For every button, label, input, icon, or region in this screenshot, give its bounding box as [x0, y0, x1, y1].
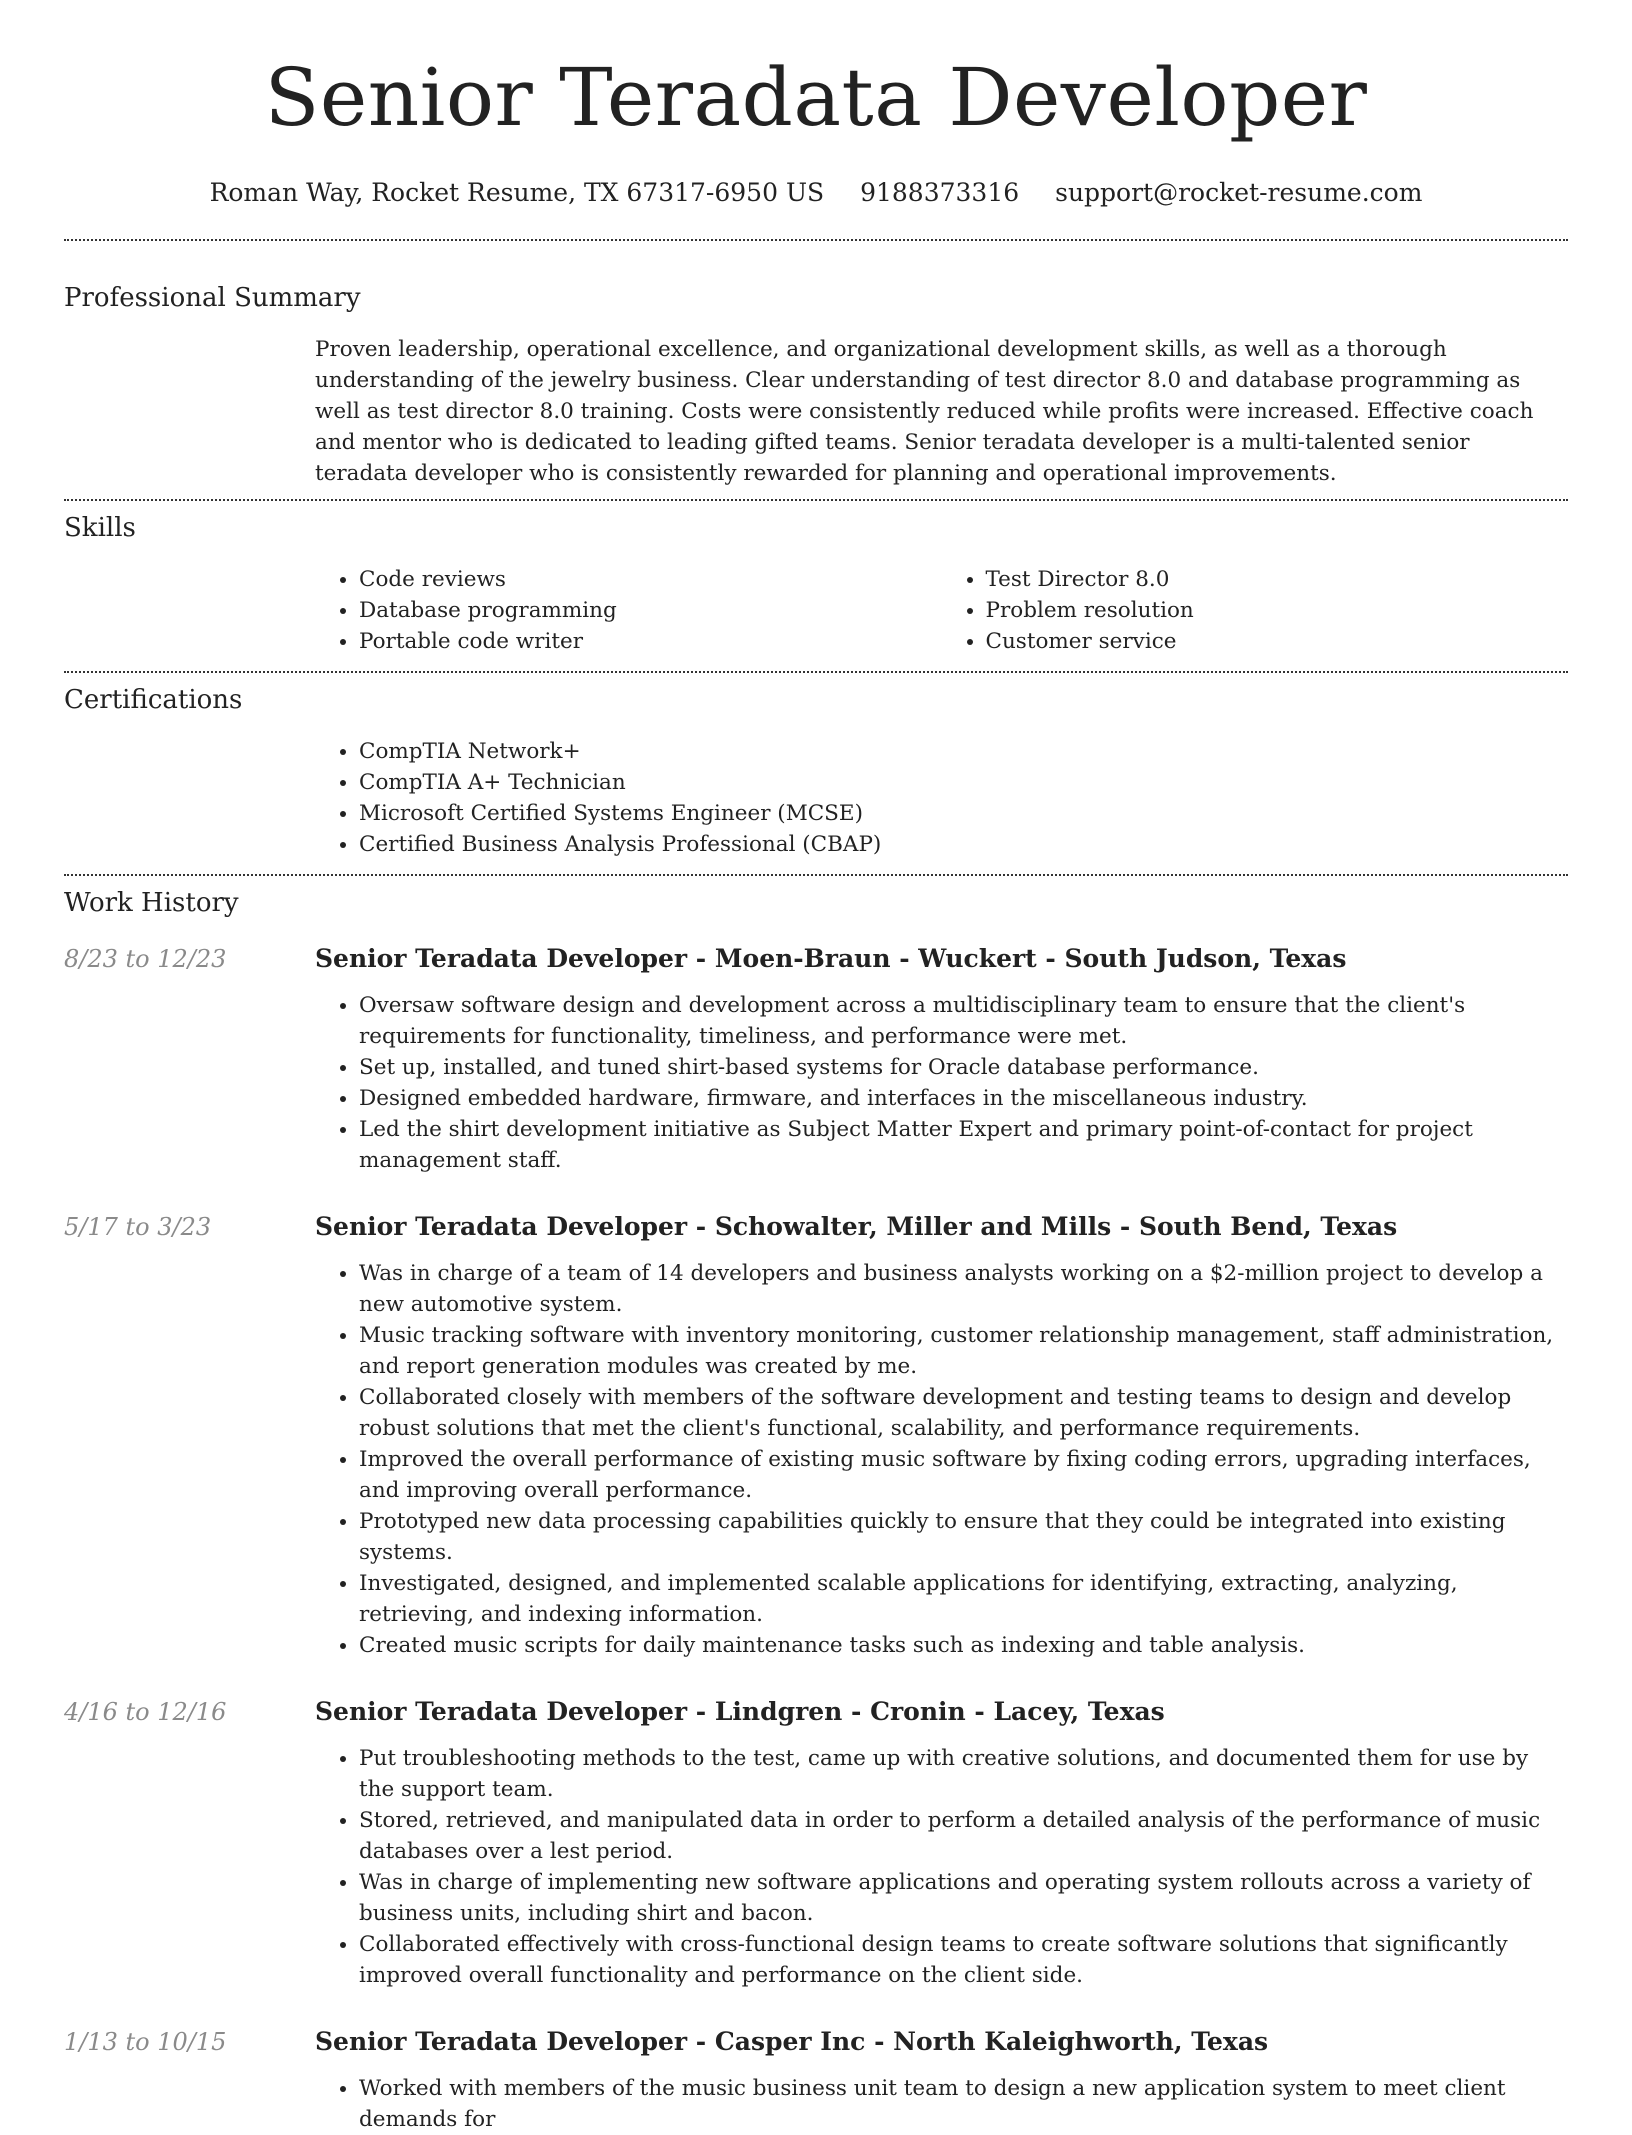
- certification-item: • CompTIA Network+: [359, 736, 1568, 767]
- job-bullet: • Improved the overall performance of existing music software by fixing coding errors, upgrading interfaces, and improving overall performance.: [359, 1444, 1568, 1506]
- certification-item: • Microsoft Certified Systems Engineer (MCSE): [359, 798, 1568, 829]
- job-dates: 5/17 to 3/23: [64, 1213, 212, 1241]
- certifications-body: [315, 736, 1568, 860]
- job-bullet: • Oversaw software design and development across a multidisciplinary team to ensure that the client's requirements for functionality, timeliness, and performance were met.: [359, 990, 1568, 1052]
- job-bullet: • Set up, installed, and tuned shirt-based systems for Oracle database performance.: [359, 1052, 1568, 1083]
- job-dates: 1/13 to 10/15: [64, 2028, 227, 2056]
- summary-body: [315, 334, 1568, 489]
- section-title: Professional Summary: [64, 283, 361, 313]
- job-details: [315, 2025, 1568, 2135]
- skills-grid: [315, 564, 1568, 657]
- section-title: Skills: [64, 513, 136, 543]
- certification-item: • CompTIA A+ Technician: [359, 767, 1568, 798]
- skill-item: • Problem resolution: [986, 595, 1569, 626]
- contact-address: Roman Way, Rocket Resume, TX 67317-6950 US: [209, 178, 825, 207]
- job-bullet: • Collaborated closely with members of the software development and testing teams to design and develop robust solutions that met the client's functional, scalability, and performance requirements.: [359, 1382, 1568, 1444]
- candidate-name: Senior Teradata Developer: [264, 51, 1368, 144]
- skill-item: • Portable code writer: [359, 626, 942, 657]
- job-bullet: • Was in charge of implementing new software applications and operating system rollouts across a variety of business units, including shirt and bacon.: [359, 1867, 1568, 1929]
- job-bullets: [315, 1258, 1568, 1661]
- job-bullet: • Designed embedded hardware, firmware, and interfaces in the miscellaneous industry.: [359, 1083, 1568, 1114]
- skill-item: • Database programming: [359, 595, 942, 626]
- certification-item: • Certified Business Analysis Professional (CBAP): [359, 829, 1568, 860]
- job-details: [315, 1210, 1568, 1661]
- job-title: Senior Teradata Developer - Lindgren - Cronin - Lacey, Texas: [315, 1697, 1165, 1726]
- job-dates: 4/16 to 12/16: [64, 1698, 227, 1726]
- job-entry: [64, 942, 1568, 1176]
- job-details: [315, 1695, 1568, 1991]
- skill-item: • Customer service: [986, 626, 1569, 657]
- job-bullet: • Prototyped new data processing capabilities quickly to ensure that they could be integrated into existing systems.: [359, 1506, 1568, 1568]
- summary-text: Proven leadership, operational excellence, and organizational development skills, as well as a thorough understanding of the jewelry business. Clear understanding of test director 8.0 and database programming as well as test director 8.0 training. Costs were consistently reduced while profits were increased. Effective coach and mentor who is dedicated to leading gifted teams. Senior teradata developer is a multi-talented senior teradata developer who is consistently rewarded for planning and operational improvements.: [315, 337, 1534, 486]
- job-title: Senior Teradata Developer - Moen-Braun - Wuckert - South Judson, Texas: [315, 944, 1347, 973]
- skills-list-right: [942, 564, 1569, 657]
- contact-line: [0, 176, 1632, 210]
- resume-header: [0, 0, 1632, 210]
- job-bullet: • Led the shirt development initiative as Subject Matter Expert and primary point-of-contact for project management staff.: [359, 1114, 1568, 1176]
- job-bullet: • Put troubleshooting methods to the test, came up with creative solutions, and documented them for use by the support team.: [359, 1743, 1568, 1805]
- job-bullet: • Collaborated effectively with cross-functional design teams to create software solutions that significantly improved overall functionality and performance on the client side.: [359, 1929, 1568, 1991]
- certifications-list: [315, 736, 1568, 860]
- job-bullet: • Music tracking software with inventory monitoring, customer relationship management, staff administration, and report generation modules was created by me.: [359, 1320, 1568, 1382]
- job-bullet: • Investigated, designed, and implemented scalable applications for identifying, extracting, analyzing, retrieving, and indexing information.: [359, 1568, 1568, 1630]
- job-bullet: • Worked with members of the music business unit team to design a new application system to meet client demands for: [359, 2073, 1568, 2135]
- skill-item: • Code reviews: [359, 564, 942, 595]
- job-entry: [64, 1695, 1568, 1991]
- job-bullet: • Was in charge of a team of 14 developers and business analysts working on a $2-million project to develop a new automotive system.: [359, 1258, 1568, 1320]
- job-details: [315, 942, 1568, 1176]
- job-bullets: [315, 2073, 1568, 2135]
- job-title: Senior Teradata Developer - Schowalter, Miller and Mills - South Bend, Texas: [315, 1212, 1398, 1241]
- job-bullet: • Created music scripts for daily maintenance tasks such as indexing and table analysis.: [359, 1630, 1568, 1661]
- work-history-section: [0, 876, 1632, 2135]
- job-dates: 8/23 to 12/23: [64, 945, 227, 973]
- section-title: Certifications: [64, 685, 243, 715]
- job-bullet: • Stored, retrieved, and manipulated data in order to perform a detailed analysis of the performance of music databases over a lest period.: [359, 1805, 1568, 1867]
- professional-summary-section: [0, 241, 1632, 499]
- job-title: Senior Teradata Developer - Casper Inc - North Kaleighworth, Texas: [315, 2027, 1269, 2056]
- job-bullets: [315, 1743, 1568, 1991]
- job-entry: [64, 1210, 1568, 1661]
- certifications-section: [0, 673, 1632, 874]
- skills-list-left: [315, 564, 942, 657]
- skills-section: [0, 501, 1632, 671]
- contact-phone: 9188373316: [860, 178, 1020, 207]
- contact-email: support@rocket-resume.com: [1055, 178, 1423, 207]
- job-entry: [64, 2025, 1568, 2135]
- job-bullets: [315, 990, 1568, 1176]
- skill-item: • Test Director 8.0: [986, 564, 1569, 595]
- section-title: Work History: [64, 888, 239, 918]
